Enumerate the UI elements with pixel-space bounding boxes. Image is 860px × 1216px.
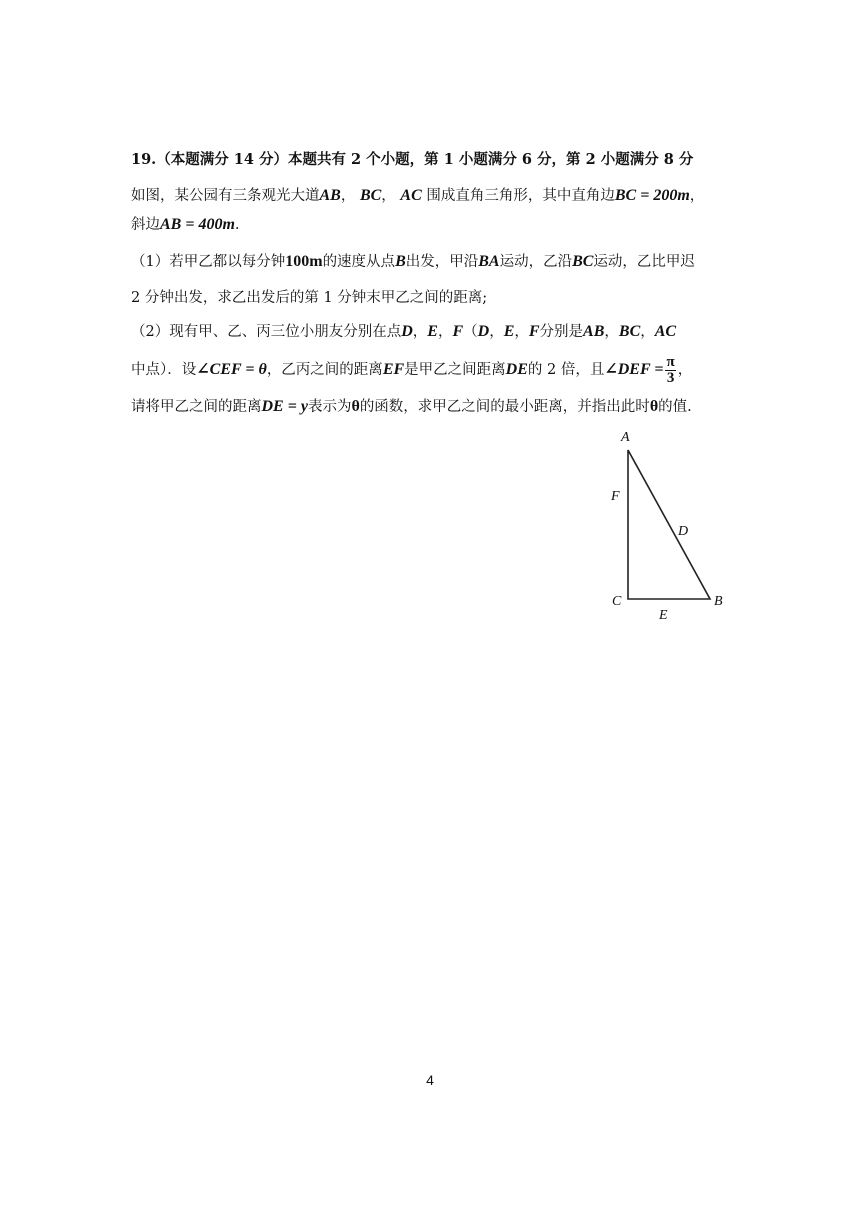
- question-2-line-1: [131, 322, 676, 342]
- q1-text: 出发，甲沿: [405, 254, 479, 270]
- ab-length-equation: AB = 400m: [160, 216, 235, 233]
- segment-bc: BC: [359, 187, 382, 204]
- paren: （: [463, 324, 478, 340]
- point-f: F: [452, 323, 464, 340]
- label-e: E: [659, 608, 668, 623]
- segment-ab: AB: [583, 323, 605, 340]
- segment-bc: BC: [618, 323, 641, 340]
- q2-text: 分别是: [539, 324, 584, 340]
- label-d: D: [678, 524, 689, 539]
- segment-bc: BC: [572, 253, 594, 270]
- q2-text: 请将甲乙之间的距离: [131, 399, 262, 415]
- intro-text: 围成直角三角形，其中直角边: [421, 188, 615, 204]
- q1-text: 运动，乙沿: [499, 254, 573, 270]
- period: .: [234, 217, 240, 233]
- pi-over-three-fraction: [665, 355, 675, 386]
- question-1-line-1: [131, 252, 695, 272]
- q2-text: 的 2 倍，且: [527, 362, 605, 378]
- q2-text: 的值.: [658, 399, 692, 415]
- label-f: F: [611, 489, 620, 504]
- q2-text: （2）现有甲、乙、丙三位小朋友分别在点: [131, 324, 402, 340]
- comma: ，: [689, 188, 705, 204]
- comma: ，: [412, 324, 428, 340]
- theta-symbol: θ: [649, 398, 659, 415]
- comma: ，: [489, 324, 504, 340]
- page-number: 4: [426, 1072, 434, 1088]
- comma: ，: [640, 324, 655, 340]
- comma: ，: [514, 324, 529, 340]
- q2-text: 中点）．设: [131, 362, 197, 378]
- q2-text: 表示为: [307, 399, 352, 415]
- q2-text: 是甲乙之间距离: [404, 362, 506, 378]
- point-e: E: [427, 323, 438, 340]
- intro-line-2: [131, 215, 240, 235]
- segment-ac: AC: [400, 187, 422, 204]
- q1-text: 运动，乙比甲迟: [593, 254, 695, 270]
- label-a: A: [621, 430, 630, 445]
- fraction-denominator: 3: [666, 369, 675, 386]
- label-b: B: [714, 594, 723, 609]
- point-b: B: [395, 253, 406, 270]
- q2-text: 的函数，求甲乙之间的最小距离，并指出此时: [359, 399, 650, 415]
- question-2-line-2: [131, 352, 692, 388]
- intro-text: 斜边: [131, 217, 160, 233]
- q1-text: （1）若甲乙都以每分钟: [131, 254, 286, 270]
- segment-ab: AB: [319, 187, 341, 204]
- point-d: D: [401, 323, 413, 340]
- comma: ，: [604, 324, 619, 340]
- bc-length-equation: BC = 200m: [614, 187, 690, 204]
- point-f: F: [528, 323, 540, 340]
- question-1-line-2: 2 分钟出发，求乙出发后的第 1 分钟末甲乙之间的距离;: [131, 290, 488, 306]
- comma: ，: [437, 324, 453, 340]
- problem-header: 19.（本题满分 14 分）本题共有 2 个小题，第 1 小题满分 6 分，第 2 小题满分 8 分: [131, 151, 694, 168]
- segment-de: DE: [505, 361, 528, 378]
- point-d: D: [477, 323, 490, 340]
- segment-ba: BA: [478, 253, 500, 270]
- q2-text: ，乙丙之间的距离: [266, 362, 383, 378]
- comma: ，: [677, 362, 693, 378]
- intro-text: 如图，某公园有三条观光大道: [131, 188, 320, 204]
- comma: ，: [381, 188, 396, 204]
- triangle-acb: [628, 450, 710, 599]
- speed-value: 100m: [285, 253, 323, 270]
- q1-text: 的速度从点: [322, 254, 396, 270]
- comma: ，: [340, 188, 356, 204]
- segment-ef: EF: [382, 361, 405, 378]
- angle-cef-equation: ∠CEF = θ: [196, 361, 267, 378]
- triangle-figure: [600, 425, 740, 625]
- question-2-line-3: [131, 397, 692, 417]
- angle-def-equation: ∠DEF =: [604, 361, 664, 378]
- de-equals-y: DE = y: [261, 398, 308, 415]
- intro-line-1: [131, 186, 704, 206]
- theta-symbol: θ: [351, 398, 360, 415]
- label-c: C: [612, 594, 622, 609]
- fraction-numerator: π: [666, 353, 675, 370]
- segment-ac: AC: [654, 323, 677, 340]
- point-e: E: [503, 323, 515, 340]
